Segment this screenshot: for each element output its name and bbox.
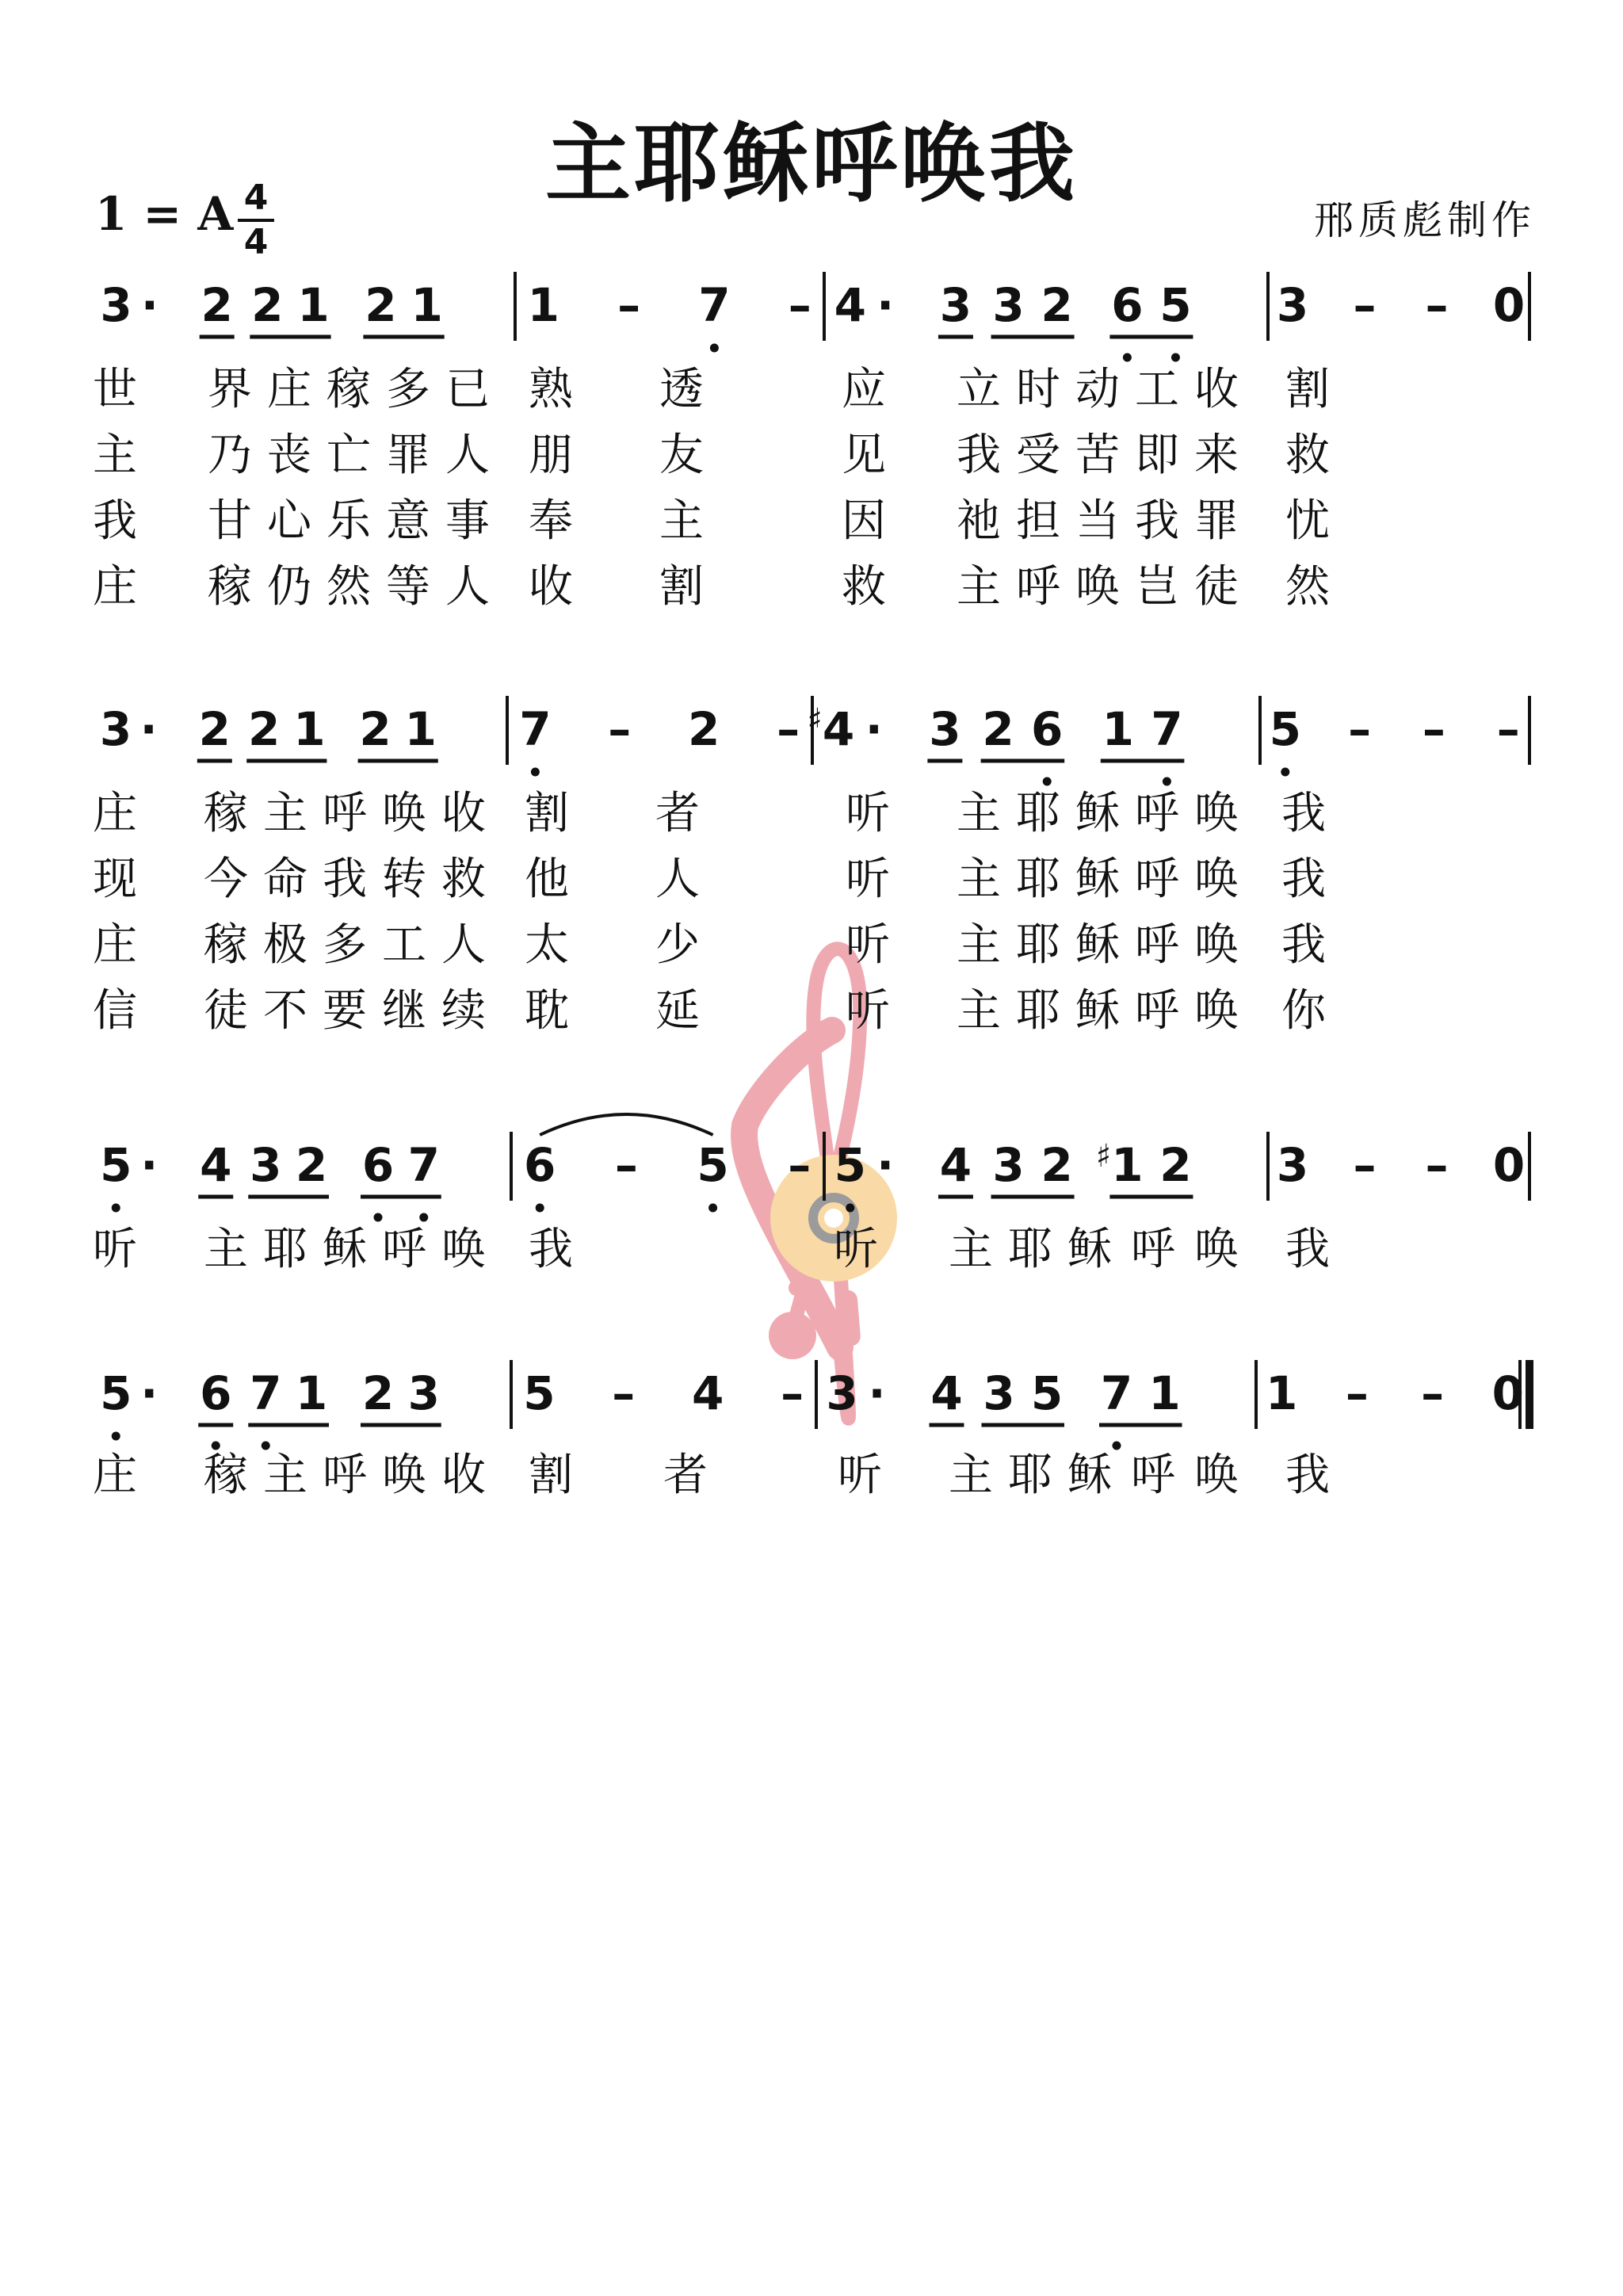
octave-dot-below xyxy=(1113,1442,1121,1450)
jianpu-note: 1 xyxy=(1102,702,1134,756)
lyric-syllable: 太 xyxy=(525,919,569,971)
lyric-syllable: 主 xyxy=(957,919,1001,971)
jianpu-note: 3 xyxy=(992,1138,1025,1192)
jianpu-note: 2 xyxy=(251,278,284,332)
lyric-syllable: 者 xyxy=(663,1450,708,1501)
lyric-syllable: 友 xyxy=(659,430,704,481)
lyric-syllable: 唤 xyxy=(441,1224,486,1275)
lyric-syllable: 唤 xyxy=(1075,561,1120,613)
lyric-syllable: 救 xyxy=(842,561,886,613)
lyric-syllable: 割 xyxy=(525,788,569,839)
jianpu-note: 4 xyxy=(692,1366,724,1420)
jianpu-note: – xyxy=(777,702,800,756)
jianpu-note: 2 xyxy=(365,278,397,332)
jianpu-note: 3 xyxy=(100,278,132,332)
lyric-syllable: 稣 xyxy=(1067,1450,1112,1501)
lyric-syllable: 不 xyxy=(263,985,307,1037)
lyric-syllable: 人 xyxy=(445,430,490,481)
lyric-syllable: 主 xyxy=(263,788,307,839)
dot-rhythm: · xyxy=(868,1366,886,1420)
lyric-syllable: 现 xyxy=(93,854,137,905)
jianpu-note: – xyxy=(1425,1138,1449,1192)
jianpu-note: – xyxy=(1348,702,1372,756)
lyric-syllable: 稣 xyxy=(1075,788,1120,839)
octave-dot-below xyxy=(419,1213,428,1222)
jianpu-note: 0 xyxy=(1491,1366,1524,1420)
jianpu-note: 5 xyxy=(834,1138,866,1192)
lyric-syllable: 唤 xyxy=(1194,788,1239,839)
lyric-syllable: 唤 xyxy=(1194,854,1239,905)
lyric-syllable: 耶 xyxy=(1016,788,1060,839)
lyric-syllable: 者 xyxy=(655,788,700,839)
lyric-syllable: 收 xyxy=(1194,364,1239,415)
lyric-syllable: 主 xyxy=(957,854,1001,905)
lyric-syllable: 事 xyxy=(445,495,490,547)
lyric-syllable: 救 xyxy=(1285,430,1330,481)
lyric-syllable: 稼 xyxy=(208,561,252,613)
lyric-syllable: 工 xyxy=(1135,364,1179,415)
jianpu-note: 3 xyxy=(407,1366,440,1420)
lyric-syllable: 耶 xyxy=(1016,985,1060,1037)
jianpu-note: 6 xyxy=(361,1138,395,1192)
jianpu-note: 2 xyxy=(198,702,231,756)
lyric-syllable: 听 xyxy=(93,1224,137,1275)
lyric-syllable: 要 xyxy=(323,985,367,1037)
lyric-syllable: 甘 xyxy=(208,495,252,547)
jianpu-note: 3 xyxy=(992,278,1025,332)
lyric-syllable: 听 xyxy=(846,854,890,905)
sharp-sign: ♯ xyxy=(807,702,823,739)
jianpu-note: 2 xyxy=(688,702,720,756)
lyric-syllable: 人 xyxy=(441,919,486,971)
jianpu-note: 1 xyxy=(1111,1138,1144,1192)
lyric-syllable: 当 xyxy=(1075,495,1120,547)
lyric-syllable: 稼 xyxy=(204,919,248,971)
lyric-syllable: 岂 xyxy=(1135,561,1179,613)
lyric-syllable: 徒 xyxy=(1194,561,1239,613)
lyric-syllable: 割 xyxy=(1285,364,1330,415)
jianpu-note: 5 xyxy=(1269,702,1301,756)
lyric-syllable: 我 xyxy=(323,854,367,905)
jianpu-note: – xyxy=(1422,702,1445,756)
lyric-syllable: 人 xyxy=(655,854,700,905)
jianpu-note: 3 xyxy=(929,702,961,756)
jianpu-note: 2 xyxy=(1041,278,1073,332)
lyric-syllable: 收 xyxy=(441,1450,486,1501)
jianpu-note: – xyxy=(1353,278,1377,332)
lyric-syllable: 主 xyxy=(949,1224,993,1275)
jianpu-note: – xyxy=(1345,1366,1369,1420)
octave-dot-below xyxy=(1281,768,1289,777)
lyric-syllable: 命 xyxy=(263,854,307,905)
jianpu-note: – xyxy=(1421,1366,1445,1420)
jianpu-note: 1 xyxy=(295,1366,328,1420)
lyric-syllable: 唤 xyxy=(382,1450,426,1501)
lyric-syllable: 主 xyxy=(93,430,137,481)
lyric-syllable: 我 xyxy=(957,430,1001,481)
time-signature-numerator: 4 xyxy=(243,178,269,218)
lyric-syllable: 唤 xyxy=(1194,919,1239,971)
lyric-syllable: 苦 xyxy=(1075,430,1120,481)
lyric-syllable: 唤 xyxy=(1194,985,1239,1037)
lyric-syllable: 乐 xyxy=(327,495,371,547)
lyric-syllable: 庄 xyxy=(93,919,137,971)
song-title: 主耶稣呼唤我 xyxy=(544,115,1078,214)
lyric-syllable: 工 xyxy=(382,919,426,971)
time-signature-denominator: 4 xyxy=(243,222,269,262)
lyric-syllable: 呼 xyxy=(323,788,367,839)
lyric-syllable: 割 xyxy=(659,561,704,613)
jianpu-note: 1 xyxy=(297,278,330,332)
jianpu-note: 4 xyxy=(822,702,855,756)
lyric-syllable: 担 xyxy=(1016,495,1060,547)
jianpu-note: 2 xyxy=(1159,1138,1192,1192)
author-credit: 邢质彪制作 xyxy=(1314,197,1536,243)
lyric-syllable: 奉 xyxy=(529,495,573,547)
lyric-syllable: 唤 xyxy=(1194,1450,1239,1501)
lyric-syllable: 多 xyxy=(323,919,367,971)
lyric-syllable: 稣 xyxy=(1075,985,1120,1037)
lyric-syllable: 我 xyxy=(1281,919,1326,971)
lyric-syllable: 听 xyxy=(846,788,890,839)
lyric-syllable: 呼 xyxy=(382,1224,426,1275)
lyric-syllable: 时 xyxy=(1016,364,1060,415)
lyric-syllable: 主 xyxy=(949,1450,993,1501)
lyric-syllable: 熟 xyxy=(529,364,573,415)
lyric-syllable: 我 xyxy=(1285,1224,1330,1275)
jianpu-note: 2 xyxy=(1041,1138,1073,1192)
lyric-syllable: 耶 xyxy=(1008,1224,1052,1275)
lyric-syllable: 听 xyxy=(838,1450,882,1501)
lyric-syllable: 丧 xyxy=(267,430,311,481)
lyric-syllable: 多 xyxy=(386,364,430,415)
octave-dot-below xyxy=(536,1204,544,1213)
lyric-syllable: 稣 xyxy=(1075,919,1120,971)
lyric-syllable: 界 xyxy=(208,364,252,415)
lyric-syllable: 主 xyxy=(957,561,1001,613)
jianpu-note: 7 xyxy=(519,702,552,756)
lyric-syllable: 庄 xyxy=(93,561,137,613)
lyric-syllable: 呼 xyxy=(1135,854,1179,905)
lyric-syllable: 应 xyxy=(842,364,886,415)
jianpu-note: 4 xyxy=(930,1366,963,1420)
lyric-syllable: 透 xyxy=(659,364,704,415)
jianpu-note: – xyxy=(788,1138,812,1192)
lyric-syllable: 我 xyxy=(1285,1450,1330,1501)
lyric-syllable: 仍 xyxy=(267,561,311,613)
lyric-syllable: 继 xyxy=(382,985,426,1037)
lyric-syllable: 受 xyxy=(1016,430,1060,481)
lyric-syllable: 亡 xyxy=(327,430,371,481)
lyric-syllable: 立 xyxy=(957,364,1001,415)
lyric-syllable: 稼 xyxy=(204,788,248,839)
jianpu-note: 7 xyxy=(407,1138,440,1192)
lyric-syllable: 信 xyxy=(93,985,137,1037)
jianpu-note: 5 xyxy=(697,1138,729,1192)
dot-rhythm: · xyxy=(140,278,158,332)
lyric-syllable: 然 xyxy=(327,561,371,613)
lyric-syllable: 救 xyxy=(441,854,486,905)
lyric-syllable: 我 xyxy=(1135,495,1179,547)
lyric-syllable: 世 xyxy=(93,364,137,415)
jianpu-note: 1 xyxy=(527,278,559,332)
jianpu-note: 4 xyxy=(200,1138,232,1192)
lyric-syllable: 稣 xyxy=(1075,854,1120,905)
lyric-syllable: 主 xyxy=(957,985,1001,1037)
lyric-syllable: 徒 xyxy=(204,985,248,1037)
jianpu-note: 2 xyxy=(359,702,391,756)
lyric-syllable: 因 xyxy=(842,495,886,547)
lyric-syllable: 延 xyxy=(655,985,700,1037)
lyric-syllable: 呼 xyxy=(323,1450,367,1501)
lyric-syllable: 唤 xyxy=(382,788,426,839)
jianpu-note: 0 xyxy=(1492,278,1526,332)
jianpu-note: – xyxy=(1425,278,1449,332)
jianpu-note: 2 xyxy=(982,702,1014,756)
jianpu-note: 6 xyxy=(1111,278,1144,332)
jianpu-note: 3 xyxy=(983,1366,1015,1420)
dot-rhythm: · xyxy=(140,1366,158,1420)
jianpu-note: 7 xyxy=(1100,1366,1133,1420)
jianpu-note: 5 xyxy=(1030,1366,1064,1420)
dot-rhythm: · xyxy=(140,1138,158,1192)
jianpu-note: – xyxy=(608,702,632,756)
lyric-syllable: 主 xyxy=(957,788,1001,839)
lyric-syllable: 乃 xyxy=(208,430,252,481)
octave-dot-below xyxy=(846,1204,854,1213)
lyric-syllable: 少 xyxy=(655,919,700,971)
jianpu-note: 3 xyxy=(1276,1138,1309,1192)
octave-dot-below xyxy=(262,1442,270,1450)
jianpu-note: 7 xyxy=(250,1366,282,1420)
lyric-syllable: 耶 xyxy=(263,1224,307,1275)
octave-dot-below xyxy=(212,1442,220,1450)
lyric-syllable: 你 xyxy=(1281,985,1326,1037)
lyric-syllable: 听 xyxy=(846,985,890,1037)
lyric-syllable: 稣 xyxy=(1067,1224,1112,1275)
lyric-syllable: 稼 xyxy=(204,1450,248,1501)
jianpu-note: 3 xyxy=(99,702,132,756)
jianpu-note: 1 xyxy=(1148,1366,1181,1420)
sharp-sign: ♯ xyxy=(1095,1138,1112,1175)
lyric-syllable: 续 xyxy=(441,985,486,1037)
octave-dot-below xyxy=(112,1204,120,1213)
dot-rhythm: · xyxy=(876,1138,895,1192)
lyric-syllable: 人 xyxy=(445,561,490,613)
octave-dot-below xyxy=(1171,353,1180,362)
jianpu-note: – xyxy=(781,1366,804,1420)
jianpu-note: 2 xyxy=(248,702,281,756)
lyric-syllable: 耶 xyxy=(1016,854,1060,905)
lyric-syllable: 稣 xyxy=(323,1224,367,1275)
octave-dot-below xyxy=(708,1204,717,1213)
jianpu-note: 3 xyxy=(250,1138,282,1192)
dot-rhythm: · xyxy=(876,278,895,332)
lyric-syllable: 然 xyxy=(1285,561,1330,613)
lyric-syllable: 动 xyxy=(1075,364,1120,415)
lyric-syllable: 我 xyxy=(529,1224,573,1275)
jianpu-note: 4 xyxy=(834,278,866,332)
jianpu-note: – xyxy=(612,1366,636,1420)
jianpu-note: 4 xyxy=(939,1138,972,1192)
jianpu-note: 5 xyxy=(1159,278,1192,332)
jianpu-note: 2 xyxy=(200,278,233,332)
lyric-syllable: 忧 xyxy=(1285,495,1330,547)
octave-dot-below xyxy=(374,1213,383,1222)
lyric-syllable: 主 xyxy=(263,1450,307,1501)
lyric-syllable: 庄 xyxy=(93,788,137,839)
lyric-syllable: 耽 xyxy=(525,985,569,1037)
lyric-syllable: 庄 xyxy=(267,364,311,415)
lyric-syllable: 收 xyxy=(441,788,486,839)
lyric-syllable: 罪 xyxy=(386,430,430,481)
lyric-syllable: 今 xyxy=(204,854,248,905)
jianpu-note: 1 xyxy=(293,702,326,756)
jianpu-note: – xyxy=(614,1138,638,1192)
lyric-syllable: 极 xyxy=(263,919,307,971)
lyric-syllable: 呼 xyxy=(1131,1450,1175,1501)
lyric-syllable: 庄 xyxy=(93,1450,137,1501)
lyric-syllable: 罪 xyxy=(1194,495,1239,547)
octave-dot-below xyxy=(710,344,719,353)
lyric-syllable: 我 xyxy=(93,495,137,547)
jianpu-note: 6 xyxy=(1031,702,1064,756)
jianpu-note: – xyxy=(1496,702,1520,756)
lyric-syllable: 祂 xyxy=(957,495,1001,547)
lyric-syllable: 稼 xyxy=(327,364,371,415)
lyric-syllable: 呼 xyxy=(1135,919,1179,971)
lyric-syllable: 主 xyxy=(659,495,704,547)
jianpu-note: 2 xyxy=(361,1366,395,1420)
lyric-syllable: 已 xyxy=(445,364,490,415)
lyric-syllable: 割 xyxy=(529,1450,573,1501)
lyric-syllable: 呼 xyxy=(1131,1224,1175,1275)
lyric-syllable: 我 xyxy=(1281,788,1326,839)
octave-dot-below xyxy=(1163,777,1171,786)
lyric-syllable: 呼 xyxy=(1135,985,1179,1037)
jianpu-note: 5 xyxy=(523,1366,556,1420)
lyric-syllable: 听 xyxy=(846,919,890,971)
lyric-syllable: 唤 xyxy=(1194,1224,1239,1275)
octave-dot-below xyxy=(1043,777,1052,786)
lyric-syllable: 来 xyxy=(1194,430,1239,481)
jianpu-note: 6 xyxy=(200,1366,232,1420)
jianpu-note: 7 xyxy=(698,278,731,332)
tie-arc xyxy=(540,1114,712,1135)
lyric-syllable: 主 xyxy=(204,1224,248,1275)
jianpu-note: – xyxy=(1353,1138,1377,1192)
lyric-syllable: 意 xyxy=(386,495,430,547)
lyric-syllable: 呼 xyxy=(1016,561,1060,613)
lyric-syllable: 见 xyxy=(842,430,886,481)
dot-rhythm: · xyxy=(865,702,883,756)
jianpu-note: 1 xyxy=(411,278,443,332)
lyric-syllable: 转 xyxy=(382,854,426,905)
lyric-syllable: 我 xyxy=(1281,854,1326,905)
jianpu-note: 5 xyxy=(100,1138,132,1192)
jianpu-note: 0 xyxy=(1492,1138,1526,1192)
jianpu-note: 1 xyxy=(1266,1366,1298,1420)
lyric-syllable: 朋 xyxy=(529,430,573,481)
jianpu-note: 7 xyxy=(1151,702,1183,756)
jianpu-note: – xyxy=(617,278,641,332)
lyric-syllable: 收 xyxy=(529,561,573,613)
jianpu-note: 1 xyxy=(404,702,437,756)
octave-dot-below xyxy=(531,768,540,777)
lyric-syllable: 他 xyxy=(525,854,569,905)
lyric-syllable: 耶 xyxy=(1008,1450,1052,1501)
lyric-syllable: 听 xyxy=(834,1224,878,1275)
octave-dot-below xyxy=(112,1432,120,1441)
lyric-syllable: 即 xyxy=(1135,430,1179,481)
jianpu-note: – xyxy=(788,278,812,332)
dot-rhythm: · xyxy=(139,702,158,756)
lyric-syllable: 等 xyxy=(386,561,430,613)
lyric-syllable: 耶 xyxy=(1016,919,1060,971)
octave-dot-below xyxy=(1123,353,1132,362)
lyric-syllable: 心 xyxy=(267,495,311,547)
jianpu-note: 6 xyxy=(524,1138,556,1192)
key-signature: 1 = A xyxy=(95,187,234,241)
jianpu-note: 3 xyxy=(1276,278,1309,332)
jianpu-note: 5 xyxy=(100,1366,132,1420)
jianpu-note: 3 xyxy=(939,278,972,332)
lyric-syllable: 呼 xyxy=(1135,788,1179,839)
jianpu-note: 3 xyxy=(826,1366,858,1420)
jianpu-note: 2 xyxy=(295,1138,328,1192)
